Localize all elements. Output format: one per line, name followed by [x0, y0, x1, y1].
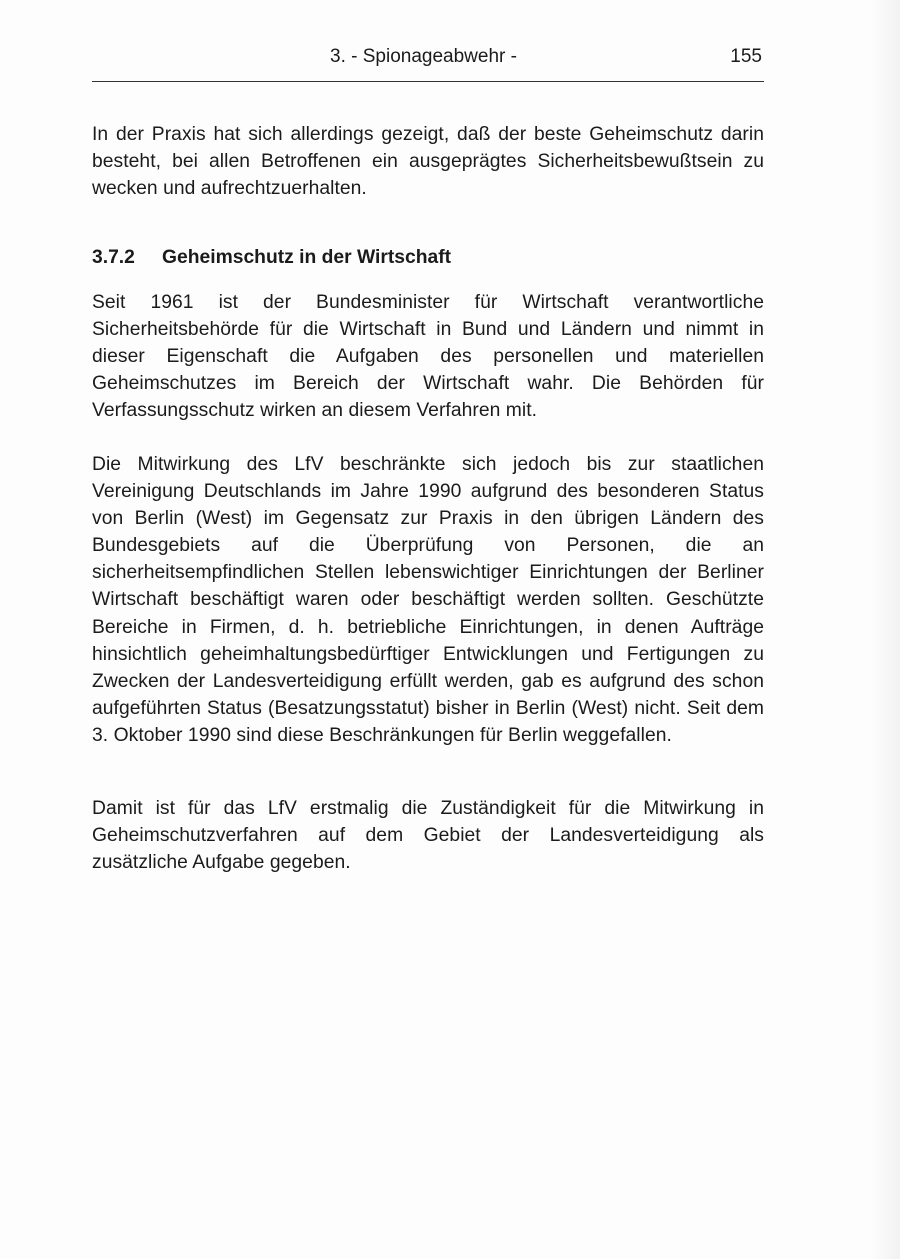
page-edge-shadow	[870, 0, 900, 1259]
paragraph-1: Seit 1961 ist der Bundesminister für Wirtschaft verantwortliche Sicherheitsbehörde für die Wirtschaft in Bund und Ländern und nimmt in dieser Eigenschaft die Aufgaben des personellen und materiellen Geheimschutzes im Bereich der Wirtschaft wahr. Die Behörden für Verfassungsschutz wirken an diesem Verfahren mit.	[92, 292, 764, 422]
page-number: 155	[730, 46, 762, 67]
paragraph-3: Damit ist für das LfV erstmalig die Zuständigkeit für die Mitwirkung in Geheimschutzverfahren auf dem Gebiet der Landesverteidigung als zusätzliche Aufgabe gegeben.	[92, 798, 764, 874]
running-header	[92, 44, 762, 74]
section-heading	[92, 244, 451, 271]
section-title: Geheimschutz in der Wirtschaft	[162, 247, 452, 268]
paragraph-2: Die Mitwirkung des LfV beschränkte sich jedoch bis zur staatlichen Vereinigung Deutschlands im Jahre 1990 aufgrund des besonderen Status von Berlin (West) im Gegensatz zur Praxis in den übrigen Ländern des Bundesgebiets auf die Überprüfung von Personen, die an sicherheitsempfindlichen Stellen lebenswichtiger Einrichtungen der Berliner Wirtschaft beschäftigt waren oder beschäftigt werden sollten. Geschützte Bereiche in Firmen, d. h. betriebliche Einrichtungen, in denen Aufträge hinsichtlich geheimhaltungsbedürftiger Entwicklungen und Fertigungen zu Zwecken der Landesverteidigung erfüllt werden, gab es aufgrund des schon aufgeführten Status (Besatzungsstatut) bisher in Berlin (West) nicht. Seit dem 3. Oktober 1990 sind diese Beschränkungen für Berlin weggefallen.	[92, 454, 764, 746]
paragraph-intro: In der Praxis hat sich allerdings gezeigt, daß der beste Geheimschutz darin besteht, bei allen Betroffenen ein ausgeprägtes Sicherheitsbewußtsein zu wecken und aufrechtzuerhalten.	[92, 124, 764, 200]
header-divider	[92, 81, 764, 82]
chapter-title: 3. - Spionageabwehr -	[330, 46, 517, 67]
section-number: 3.7.2	[92, 247, 135, 268]
